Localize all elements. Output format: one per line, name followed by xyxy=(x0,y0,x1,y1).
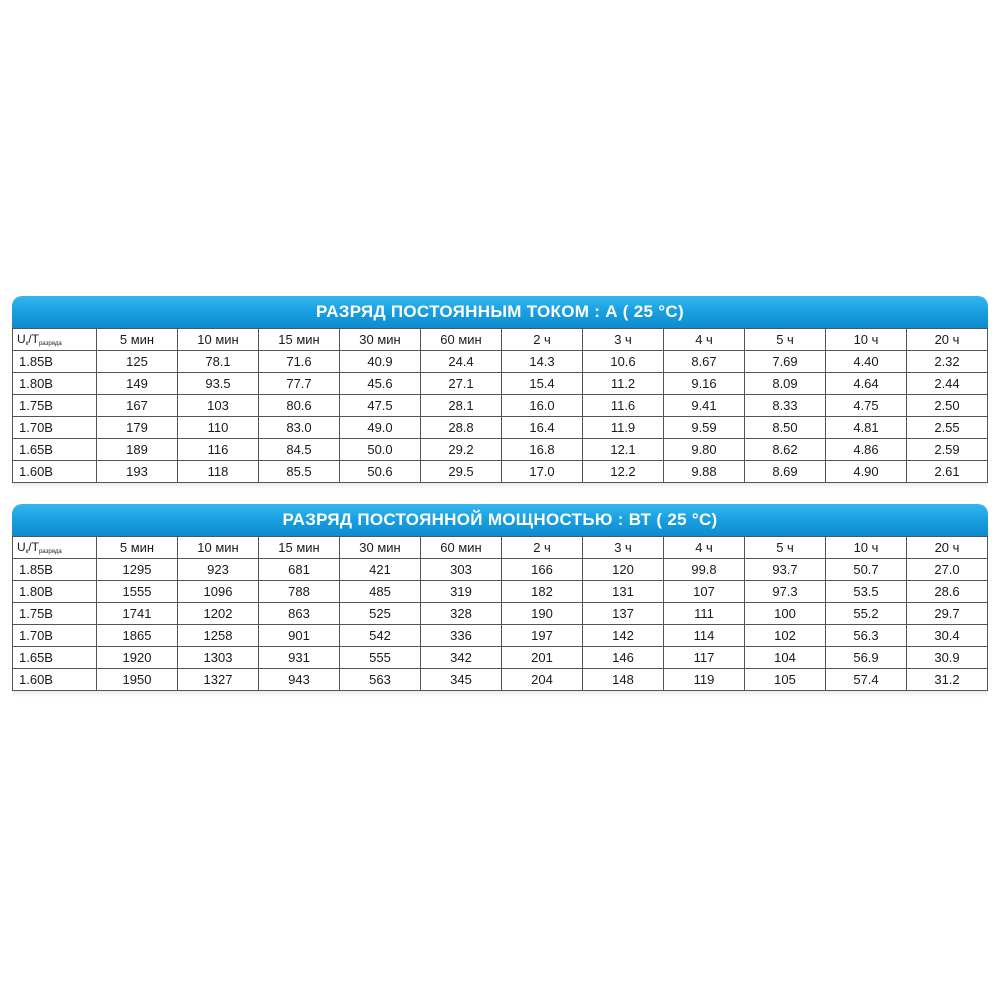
column-header: 15 мин xyxy=(259,329,340,351)
value-cell: 30.9 xyxy=(907,647,988,669)
corner-header-cell xyxy=(13,537,97,559)
value-cell: 1202 xyxy=(178,603,259,625)
value-cell: 681 xyxy=(259,559,340,581)
value-cell: 131 xyxy=(583,581,664,603)
power-discharge-table xyxy=(12,536,988,691)
value-cell: 1741 xyxy=(97,603,178,625)
value-cell: 49.0 xyxy=(340,417,421,439)
table-body xyxy=(13,329,988,483)
column-header: 10 ч xyxy=(826,329,907,351)
value-cell: 931 xyxy=(259,647,340,669)
value-cell: 8.50 xyxy=(745,417,826,439)
value-cell: 197 xyxy=(502,625,583,647)
header-row xyxy=(13,329,988,351)
value-cell: 29.5 xyxy=(421,461,502,483)
current-discharge-section xyxy=(12,296,988,489)
row-label: 1.80В xyxy=(13,581,97,603)
current-discharge-table xyxy=(12,328,988,483)
value-cell: 179 xyxy=(97,417,178,439)
column-header: 10 мин xyxy=(178,329,259,351)
value-cell: 8.09 xyxy=(745,373,826,395)
value-cell: 80.6 xyxy=(259,395,340,417)
value-cell: 111 xyxy=(664,603,745,625)
value-cell: 57.4 xyxy=(826,669,907,691)
value-cell: 27.0 xyxy=(907,559,988,581)
value-cell: 167 xyxy=(97,395,178,417)
value-cell: 11.2 xyxy=(583,373,664,395)
value-cell: 31.2 xyxy=(907,669,988,691)
value-cell: 55.2 xyxy=(826,603,907,625)
value-cell: 421 xyxy=(340,559,421,581)
value-cell: 149 xyxy=(97,373,178,395)
column-header: 4 ч xyxy=(664,329,745,351)
value-cell: 29.2 xyxy=(421,439,502,461)
value-cell: 190 xyxy=(502,603,583,625)
value-cell: 943 xyxy=(259,669,340,691)
value-cell: 2.50 xyxy=(907,395,988,417)
value-cell: 28.1 xyxy=(421,395,502,417)
table-shadow xyxy=(12,691,988,697)
value-cell: 303 xyxy=(421,559,502,581)
column-header: 10 мин xyxy=(178,537,259,559)
column-header: 5 ч xyxy=(745,329,826,351)
row-label: 1.60В xyxy=(13,461,97,483)
value-cell: 15.4 xyxy=(502,373,583,395)
value-cell: 56.9 xyxy=(826,647,907,669)
column-header: 60 мин xyxy=(421,329,502,351)
column-header: 20 ч xyxy=(907,537,988,559)
value-cell: 29.7 xyxy=(907,603,988,625)
value-cell: 12.2 xyxy=(583,461,664,483)
value-cell: 525 xyxy=(340,603,421,625)
value-cell: 137 xyxy=(583,603,664,625)
row-label: 1.85В xyxy=(13,559,97,581)
value-cell: 77.7 xyxy=(259,373,340,395)
value-cell: 4.86 xyxy=(826,439,907,461)
row-label: 1.85В xyxy=(13,351,97,373)
value-cell: 118 xyxy=(178,461,259,483)
column-header: 2 ч xyxy=(502,329,583,351)
value-cell: 9.59 xyxy=(664,417,745,439)
value-cell: 17.0 xyxy=(502,461,583,483)
value-cell: 336 xyxy=(421,625,502,647)
value-cell: 555 xyxy=(340,647,421,669)
column-header: 20 ч xyxy=(907,329,988,351)
column-header: 2 ч xyxy=(502,537,583,559)
value-cell: 119 xyxy=(664,669,745,691)
value-cell: 4.90 xyxy=(826,461,907,483)
table-row xyxy=(13,417,988,439)
value-cell: 345 xyxy=(421,669,502,691)
value-cell: 2.32 xyxy=(907,351,988,373)
value-cell: 84.5 xyxy=(259,439,340,461)
value-cell: 342 xyxy=(421,647,502,669)
corner-t: /T xyxy=(28,332,39,346)
value-cell: 2.55 xyxy=(907,417,988,439)
power-discharge-title: РАЗРЯД ПОСТОЯННОЙ МОЩНОСТЬЮ : ВТ ( 25 °С) xyxy=(12,504,988,536)
value-cell: 146 xyxy=(583,647,664,669)
value-cell: 45.6 xyxy=(340,373,421,395)
value-cell: 102 xyxy=(745,625,826,647)
value-cell: 16.0 xyxy=(502,395,583,417)
value-cell: 4.75 xyxy=(826,395,907,417)
corner-k: к xyxy=(25,341,29,347)
table-row xyxy=(13,395,988,417)
value-cell: 2.44 xyxy=(907,373,988,395)
value-cell: 8.33 xyxy=(745,395,826,417)
value-cell: 99.8 xyxy=(664,559,745,581)
column-header: 30 мин xyxy=(340,537,421,559)
value-cell: 117 xyxy=(664,647,745,669)
value-cell: 1096 xyxy=(178,581,259,603)
value-cell: 85.5 xyxy=(259,461,340,483)
value-cell: 8.69 xyxy=(745,461,826,483)
value-cell: 485 xyxy=(340,581,421,603)
value-cell: 1920 xyxy=(97,647,178,669)
value-cell: 148 xyxy=(583,669,664,691)
corner-u: U xyxy=(17,540,26,554)
value-cell: 9.41 xyxy=(664,395,745,417)
value-cell: 50.7 xyxy=(826,559,907,581)
value-cell: 103 xyxy=(178,395,259,417)
table-row xyxy=(13,439,988,461)
value-cell: 2.59 xyxy=(907,439,988,461)
row-label: 1.65В xyxy=(13,647,97,669)
table-row xyxy=(13,669,988,691)
value-cell: 201 xyxy=(502,647,583,669)
corner-sub: разряда xyxy=(38,549,62,555)
value-cell: 14.3 xyxy=(502,351,583,373)
table-shadow xyxy=(12,483,988,489)
value-cell: 189 xyxy=(97,439,178,461)
table-body xyxy=(13,537,988,691)
table-row xyxy=(13,461,988,483)
value-cell: 7.69 xyxy=(745,351,826,373)
value-cell: 4.40 xyxy=(826,351,907,373)
table-row xyxy=(13,559,988,581)
value-cell: 563 xyxy=(340,669,421,691)
value-cell: 2.61 xyxy=(907,461,988,483)
value-cell: 100 xyxy=(745,603,826,625)
value-cell: 93.7 xyxy=(745,559,826,581)
table-row xyxy=(13,625,988,647)
column-header: 4 ч xyxy=(664,537,745,559)
value-cell: 542 xyxy=(340,625,421,647)
value-cell: 116 xyxy=(178,439,259,461)
column-header: 5 мин xyxy=(97,537,178,559)
value-cell: 142 xyxy=(583,625,664,647)
header-row xyxy=(13,537,988,559)
value-cell: 923 xyxy=(178,559,259,581)
value-cell: 8.62 xyxy=(745,439,826,461)
corner-sub: разряда xyxy=(38,341,62,347)
value-cell: 83.0 xyxy=(259,417,340,439)
value-cell: 9.16 xyxy=(664,373,745,395)
value-cell: 328 xyxy=(421,603,502,625)
value-cell: 4.64 xyxy=(826,373,907,395)
column-header: 30 мин xyxy=(340,329,421,351)
value-cell: 28.8 xyxy=(421,417,502,439)
corner-t: /T xyxy=(28,540,39,554)
table-row xyxy=(13,351,988,373)
value-cell: 110 xyxy=(178,417,259,439)
column-header: 15 мин xyxy=(259,537,340,559)
value-cell: 863 xyxy=(259,603,340,625)
value-cell: 4.81 xyxy=(826,417,907,439)
row-label: 1.60В xyxy=(13,669,97,691)
value-cell: 9.80 xyxy=(664,439,745,461)
column-header: 5 мин xyxy=(97,329,178,351)
value-cell: 319 xyxy=(421,581,502,603)
value-cell: 125 xyxy=(97,351,178,373)
row-label: 1.70В xyxy=(13,417,97,439)
value-cell: 11.9 xyxy=(583,417,664,439)
value-cell: 16.4 xyxy=(502,417,583,439)
value-cell: 1865 xyxy=(97,625,178,647)
value-cell: 114 xyxy=(664,625,745,647)
row-label: 1.65В xyxy=(13,439,97,461)
corner-header-cell xyxy=(13,329,97,351)
value-cell: 47.5 xyxy=(340,395,421,417)
value-cell: 166 xyxy=(502,559,583,581)
corner-u: U xyxy=(17,332,26,346)
value-cell: 16.8 xyxy=(502,439,583,461)
row-label: 1.70В xyxy=(13,625,97,647)
value-cell: 12.1 xyxy=(583,439,664,461)
table-row xyxy=(13,581,988,603)
column-header: 10 ч xyxy=(826,537,907,559)
column-header: 5 ч xyxy=(745,537,826,559)
value-cell: 50.6 xyxy=(340,461,421,483)
value-cell: 78.1 xyxy=(178,351,259,373)
value-cell: 9.88 xyxy=(664,461,745,483)
value-cell: 901 xyxy=(259,625,340,647)
current-discharge-title: РАЗРЯД ПОСТОЯННЫМ ТОКОМ : А ( 25 °С) xyxy=(12,296,988,328)
table-row xyxy=(13,373,988,395)
value-cell: 97.3 xyxy=(745,581,826,603)
value-cell: 1295 xyxy=(97,559,178,581)
value-cell: 93.5 xyxy=(178,373,259,395)
value-cell: 204 xyxy=(502,669,583,691)
value-cell: 11.6 xyxy=(583,395,664,417)
column-header: 60 мин xyxy=(421,537,502,559)
value-cell: 104 xyxy=(745,647,826,669)
value-cell: 120 xyxy=(583,559,664,581)
row-label: 1.75В xyxy=(13,395,97,417)
value-cell: 28.6 xyxy=(907,581,988,603)
value-cell: 30.4 xyxy=(907,625,988,647)
value-cell: 1950 xyxy=(97,669,178,691)
value-cell: 56.3 xyxy=(826,625,907,647)
table-row xyxy=(13,603,988,625)
value-cell: 1258 xyxy=(178,625,259,647)
table-row xyxy=(13,647,988,669)
value-cell: 1327 xyxy=(178,669,259,691)
column-header: 3 ч xyxy=(583,329,664,351)
value-cell: 53.5 xyxy=(826,581,907,603)
corner-k: к xyxy=(25,549,29,555)
value-cell: 105 xyxy=(745,669,826,691)
value-cell: 24.4 xyxy=(421,351,502,373)
value-cell: 1555 xyxy=(97,581,178,603)
value-cell: 71.6 xyxy=(259,351,340,373)
value-cell: 193 xyxy=(97,461,178,483)
value-cell: 8.67 xyxy=(664,351,745,373)
value-cell: 182 xyxy=(502,581,583,603)
value-cell: 10.6 xyxy=(583,351,664,373)
value-cell: 788 xyxy=(259,581,340,603)
value-cell: 50.0 xyxy=(340,439,421,461)
value-cell: 27.1 xyxy=(421,373,502,395)
row-label: 1.75В xyxy=(13,603,97,625)
column-header: 3 ч xyxy=(583,537,664,559)
power-discharge-section xyxy=(12,504,988,697)
value-cell: 40.9 xyxy=(340,351,421,373)
value-cell: 1303 xyxy=(178,647,259,669)
value-cell: 107 xyxy=(664,581,745,603)
row-label: 1.80В xyxy=(13,373,97,395)
